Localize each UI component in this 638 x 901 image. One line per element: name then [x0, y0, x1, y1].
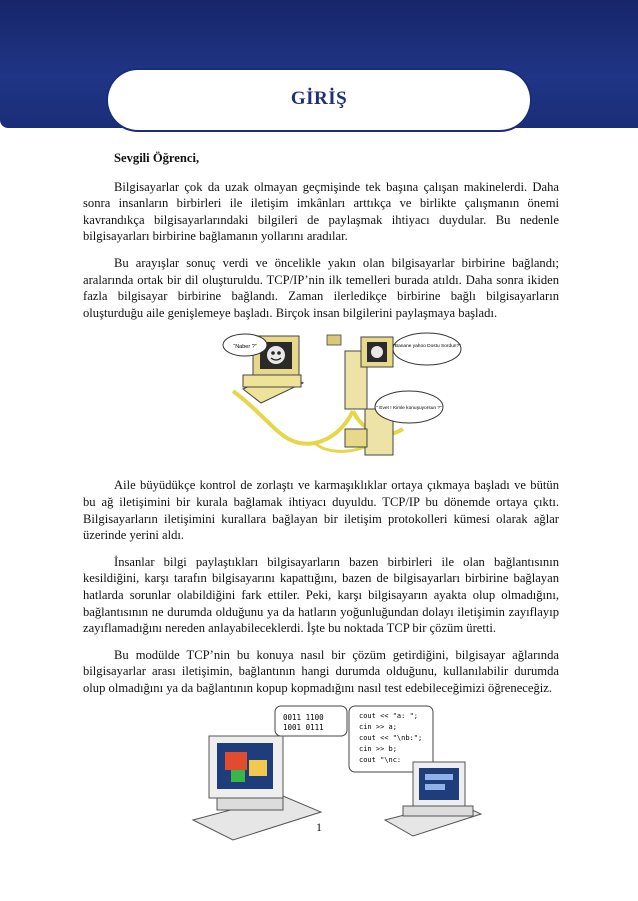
- binary-line-1: 0011 1100: [283, 713, 324, 723]
- left-speech-bubble: [223, 334, 267, 356]
- paragraph-1: Bilgisayarlar çok da uzak olmayan geçmişinde tek başına çalışan makinelerdi. Daha sonra insanların birbirleri ile iletişim imkânları arttıkça ve birlikte çalışmanın önemi kavrandıkça bilgisayarlarındaki bilgileri de paylaşmak ihtiyacı duydular. Bu nedenle bilgisayarları birbirine bağlamanın yollarını aradılar.: [83, 179, 559, 244]
- right-speech-bubble: [393, 333, 461, 365]
- code-line-2: cin >> a;: [359, 723, 397, 732]
- bubble-text-2: “Banane yahoo Dostu Sordun?”: [393, 344, 461, 350]
- networked-computers-illustration: [83, 331, 559, 461]
- binary-line-2: 1001 0111: [283, 723, 324, 733]
- bubble-text-3: “ Evet ! Kimle konuşuyorsun ?”: [376, 406, 442, 412]
- salutation: Sevgili Öğrenci,: [114, 151, 200, 165]
- bottom-speech-bubble: [375, 391, 443, 423]
- paragraph-3: Aile büyüdükçe kontrol de zorlaştı ve karmaşıklıklar ortaya çıkmaya başladı ve bütün bu ağ iletişimini bir kurala bağlamak ihtiyacı duyuldu. TCP/IP bu dönemde ortaya çıktı. Bilgisayarların iletişimini kurallara bağlayan bir iletişim protokolleri kümesi olarak ağlar üzerinde yerini aldı.: [83, 478, 559, 543]
- paragraph-4: İnsanlar bilgi paylaştıkları bilgisayarların bazen birbirleri ile olan bağlantısının kesildiğini, karşı tarafın bilgisayarını kapattığını, bazen de bilgisayarları birbirine bağlayan hatlarda sorunlar olabildiğini fark ettiler. Peki, karşı bilgisayarın ayakta olup olmadığını, bağlantısının ne durumda olduğunu ya da hatların yoğunluğundan dolayı iletişimin zayıflayıp zayıflamadığını nereden anlayabileceklerdi. İşte bu noktada TCP bir çözüm üretti.: [83, 554, 559, 636]
- code-line-4: cin >> b;: [359, 745, 397, 754]
- code-line-3: cout << "\nb:";: [359, 734, 423, 743]
- page-title: GİRİŞ: [290, 88, 348, 109]
- code-line-5: cout "\nc:: [359, 756, 402, 765]
- paragraph-2: Bu arayışlar sonuç verdi ve öncelikle yakın olan bilgisayarlar birbirine bağlandı; aralarında ortak bir dil oluşturuldu. TCP/IP’nin ilk temelleri burada atıldı. Daha sonra ikiden fazla bilgisayar birbirine bağlandı. Zaman ilerledikçe birbirine bağlı bilgisayarların oluşturduğu aile genişlemeye başladı. Birçok insan bilgilerini paylaşmaya başladı.: [83, 255, 559, 320]
- bubble-text-1: “Naber ?”: [233, 344, 257, 351]
- page-number: 1: [316, 820, 322, 834]
- document-body: [83, 150, 559, 844]
- binary-bubble: [275, 706, 347, 736]
- code-line-1: cout << "a: ";: [359, 712, 419, 721]
- paragraph-5: Bu modülde TCP’nin bu konuya nasıl bir çözüm getirdiğini, bilgisayar ağlarında bilgisayarlar arası iletişimin, bağlantının hangi durumda olduğunu, kullanılabilir durumda olup olmadığını ya da bağlantının kopup kopmadığını nasıl test edebileceğimizi öğreneceğiz.: [83, 647, 559, 695]
